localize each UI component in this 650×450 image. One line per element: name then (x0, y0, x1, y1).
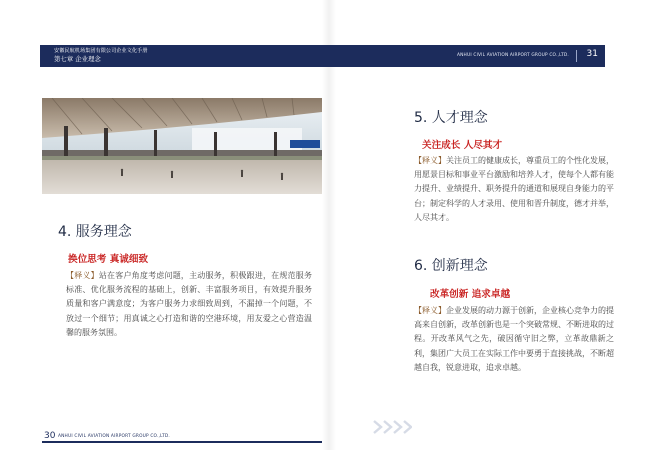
header-bar (40, 45, 605, 67)
header-left (54, 47, 147, 63)
note-tag: 【释义】 (414, 156, 446, 165)
talent-concept-text: 关注员工的健康成长，尊重员工的个性化发展，用愿景目标和事业平台激励和培养人才，使每个人都有能力提升、业绩提升、职务提升的通道和展现自身能力的平台；制定科学的人才录用、使用和晋升制度，德才并举，人尽其才。 (414, 156, 614, 222)
talent-concept-subtitle: 关注成长 人尽其才 (422, 140, 503, 151)
footer-page-number: 30 (44, 431, 56, 441)
footer-company-en: ANHUI CIVIL AVIATION AIRPORT GROUP CO.,LTD. (58, 434, 170, 439)
innovation-concept-text: 企业发展的动力源于创新，企业核心竞争力的提高来自创新，改革创新也是一个突破常规、不断进取的过程。开改革风气之先，破因循守旧之弊，立革故鼎新之利，集团广大员工在实际工作中要勇于直接挑战，不断超越自我，锐意进取，追求卓越。 (414, 306, 614, 372)
header-company-line: 安徽民航机场集团有限公司企业文化手册 (54, 48, 148, 54)
service-concept-text: 站在客户角度考虑问题，主动服务，积极跟进，在规范服务标准、优化服务流程的基础上，创新、丰富服务项目，有效提升服务质量和客户满意度；为客户服务力求细致周到，不漏掉一个问题，不放过一个细节；用真诚之心打造和谐的空港环境，用友爱之心营造温馨的服务氛围。 (66, 271, 312, 337)
footer-line (42, 441, 322, 443)
innovation-concept-body (414, 304, 614, 375)
talent-concept-body (414, 154, 614, 225)
airport-terminal-photo (42, 98, 322, 194)
innovation-concept-subtitle: 改革创新 追求卓越 (430, 289, 511, 300)
header-separator (576, 50, 577, 62)
header-company-en: ANHUI CIVIL AVIATION AIRPORT GROUP CO.,LTD. (457, 53, 569, 58)
note-tag: 【释义】 (414, 306, 446, 315)
service-concept-title: 4. 服务理念 (58, 224, 132, 240)
talent-concept-title: 5. 人才理念 (414, 110, 488, 126)
header-chapter: 第七章 企业理念 (54, 55, 101, 63)
service-concept-subtitle: 换位思考 真诚细致 (68, 254, 149, 265)
header-page-number: 31 (586, 49, 598, 59)
chevron-arrows-icon (372, 419, 412, 435)
innovation-concept-title: 6. 创新理念 (414, 258, 488, 274)
note-tag: 【释义】 (66, 271, 99, 280)
service-concept-body (66, 269, 312, 340)
spine-shadow (322, 0, 336, 450)
